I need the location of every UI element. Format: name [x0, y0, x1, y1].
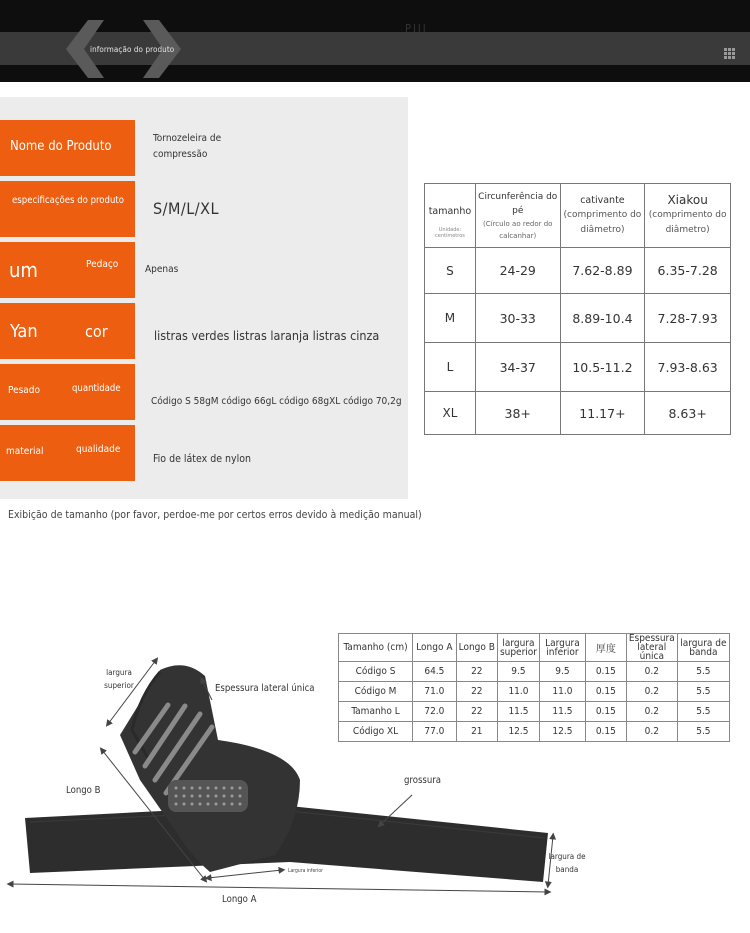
- header-foot: Circunferência do pé (Círculo ao redor do calcanhar): [475, 184, 560, 248]
- header-top: cativante (comprimento do diâmetro): [560, 184, 645, 248]
- bottom-width-arrow: [208, 870, 282, 878]
- measurement-row: Código XL 77.0 21 12.5 12.5 0.15 0.2 5.5: [339, 722, 730, 742]
- label-left: Yan: [10, 321, 38, 342]
- product-value-piece: Apenas: [145, 264, 179, 275]
- product-value-color: listras verdes listras laranja listras cinza: [154, 328, 380, 343]
- label-right: cor: [85, 322, 108, 341]
- size-row: L 34-37 10.5-11.2 7.93-8.63: [425, 343, 731, 392]
- label-right: qualidade: [76, 444, 121, 455]
- label-band-width: largura de banda: [548, 852, 586, 874]
- label-text: Nome do Produto: [10, 139, 112, 154]
- measurement-row: Código M 71.0 22 11.0 11.0 0.15 0.2 5.5: [339, 682, 730, 702]
- product-label-weight: [0, 364, 135, 420]
- product-value-name: Tornozeleira de compressão: [153, 133, 222, 160]
- header-ghost-text: PIII: [405, 22, 428, 35]
- label-length-a: Longo A: [222, 894, 257, 905]
- size-row: XL 38+ 11.17+ 8.63+: [425, 392, 731, 435]
- grid-menu-icon[interactable]: [724, 48, 735, 59]
- label-length-b: Longo B: [66, 785, 101, 796]
- product-value-weight: Código S 58gM código 66gL código 68gXL código 70,2g: [151, 396, 402, 407]
- size-table-header: [425, 184, 731, 248]
- measurement-header: Tamanho (cm) Longo A Longo B largura superior Largura inferior 厚度 Espessura lateral única largura de banda: [339, 634, 730, 662]
- label-thickness: grossura: [404, 775, 442, 786]
- product-label-material: [0, 425, 135, 481]
- product-label-piece: [0, 242, 135, 298]
- label-bottom-width: Largura inferior: [288, 868, 323, 874]
- label-right: Pedaço: [86, 259, 119, 270]
- measurement-row: Código S 64.5 22 9.5 9.5 0.15 0.2 5.5: [339, 662, 730, 682]
- label-left: um: [9, 258, 38, 282]
- grip-pattern: [168, 780, 248, 812]
- size-caption: Exibição de tamanho (por favor, perdoe-me por certos erros devido à medição manual): [8, 509, 422, 521]
- size-row: M 30-33 8.89-10.4 7.28-7.93: [425, 294, 731, 343]
- label-top-width: largura superior: [104, 668, 134, 690]
- label-left: material: [6, 446, 44, 457]
- product-value-material: Fio de látex de nylon: [153, 453, 251, 465]
- size-row: S 24-29 7.62-8.89 6.35-7.28: [425, 248, 731, 294]
- label-right: quantidade: [72, 383, 121, 394]
- header-bottom: Xiakou (comprimento do diâmetro): [645, 184, 731, 248]
- label-text: especificações do produto: [12, 195, 124, 206]
- header-title: informação do produto: [90, 45, 175, 54]
- product-label-color: [0, 303, 135, 359]
- length-a-arrow: [10, 884, 548, 892]
- product-label-spec: [0, 181, 135, 237]
- product-info-panel: [0, 97, 408, 499]
- label-left: Pesado: [8, 385, 41, 396]
- header-size: tamanho Unidade: centímetros: [425, 184, 476, 248]
- label-side-thickness: Espessura lateral única: [215, 683, 315, 694]
- product-value-spec: S/M/L/XL: [153, 199, 220, 218]
- product-label-name: [0, 120, 135, 176]
- measurement-row: Tamanho L 72.0 22 11.5 11.5 0.15 0.2 5.5: [339, 702, 730, 722]
- header-bar: [0, 0, 750, 82]
- size-table: [424, 183, 731, 435]
